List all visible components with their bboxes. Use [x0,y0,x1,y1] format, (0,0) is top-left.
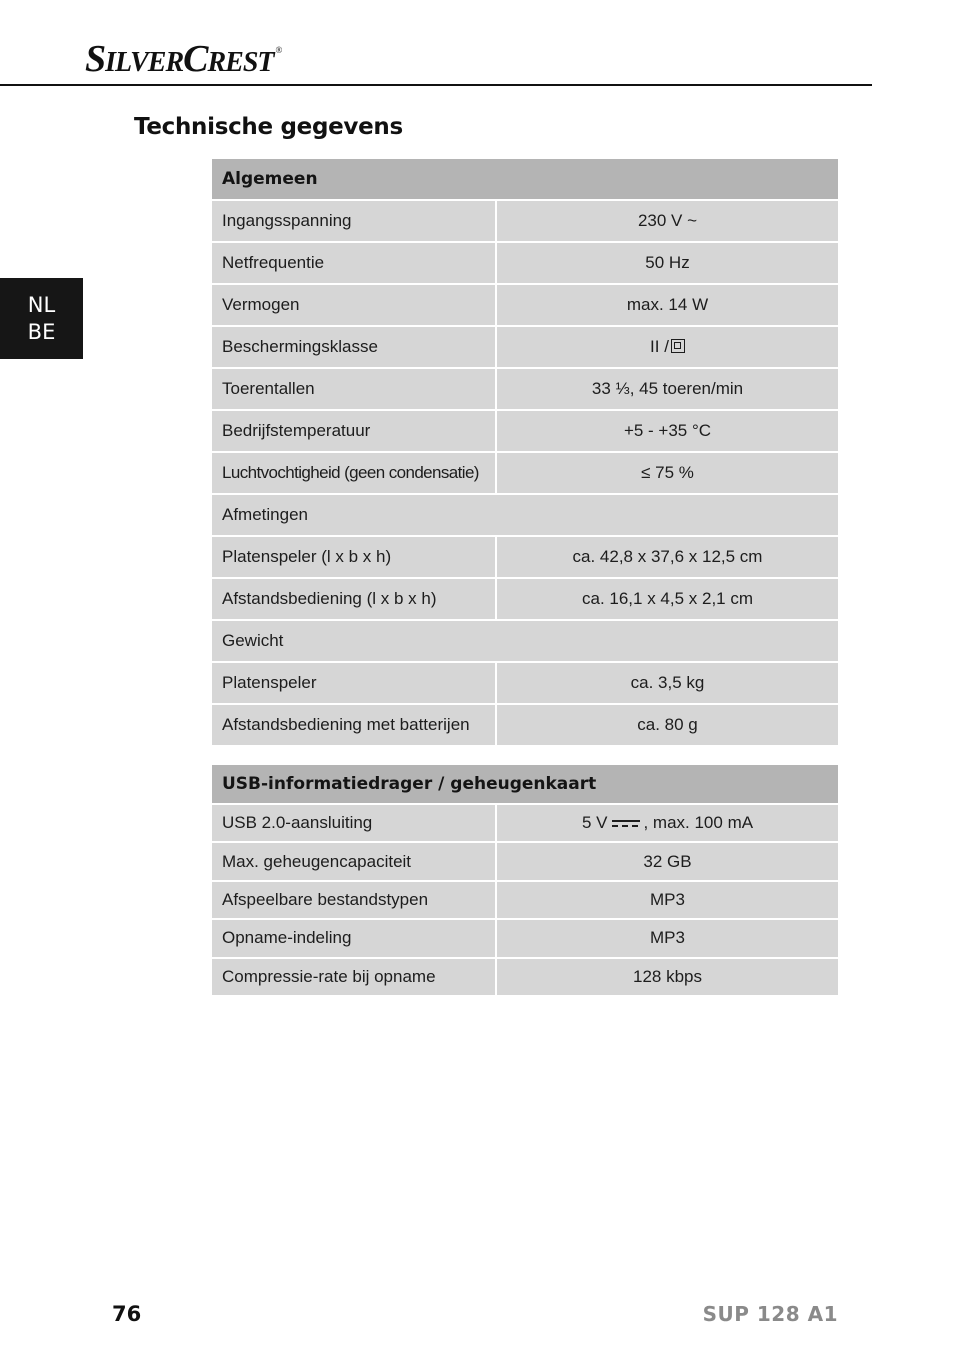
direct-current-icon [612,819,640,828]
table-row [212,805,838,843]
protection-class-text: II / [650,337,669,356]
spec-value: ca. 3,5 kg [495,663,838,705]
spec-label: Luchtvochtigheid (geen condensatie) [212,453,495,495]
table-row [212,882,838,920]
brand-letter: S [85,38,106,80]
registered-mark: ® [275,45,282,55]
table-header-row [212,159,838,201]
table-row [212,705,838,747]
table-row [212,327,838,369]
spec-value: ca. 16,1 x 4,5 x 2,1 cm [495,579,838,621]
spec-value: ca. 42,8 x 37,6 x 12,5 cm [495,537,838,579]
brand-letters: ILVER [105,47,184,78]
spec-value: 33 ⅓, 45 toeren/min [495,369,838,411]
spec-value: ca. 80 g [495,705,838,747]
table-row [212,285,838,327]
spec-label: Bedrijfstemperatuur [212,411,495,453]
page-number: 76 [112,1302,142,1326]
header-rule [0,84,872,86]
spec-value: 50 Hz [495,243,838,285]
table-row [212,537,838,579]
spec-value [495,327,838,369]
language-tab [0,278,83,359]
table-header: USB-informatiedrager / geheugenkaart [212,765,838,805]
brand-logo [85,40,281,78]
table-subheader-row [212,621,838,663]
brand-letter: C [183,38,208,80]
table-row [212,453,838,495]
spec-label: Platenspeler [212,663,495,705]
table-row [212,843,838,881]
spec-value: MP3 [495,920,838,958]
spec-value: +5 - +35 °C [495,411,838,453]
spec-value: 32 GB [495,843,838,881]
spec-label: Ingangsspanning [212,201,495,243]
table-row [212,201,838,243]
spec-label: Compressie-rate bij opname [212,959,495,997]
page-title: Technische gegevens [134,114,403,140]
spec-label: Platenspeler (l x b x h) [212,537,495,579]
table-row [212,369,838,411]
spec-value: 128 kbps [495,959,838,997]
spec-label: Netfrequentie [212,243,495,285]
model-number: SUP 128 A1 [702,1302,838,1326]
table-row [212,411,838,453]
table-header-row [212,765,838,805]
table-row [212,579,838,621]
usb-current: , max. 100 mA [643,813,754,833]
language-code-be: BE [27,320,56,344]
table-row [212,663,838,705]
usb-specs-table [212,765,838,997]
spec-label: Afstandsbediening (l x b x h) [212,579,495,621]
spec-label: Afspeelbare bestandstypen [212,882,495,920]
spec-label: Beschermingsklasse [212,327,495,369]
table-row [212,920,838,958]
spec-label: Vermogen [212,285,495,327]
general-specs-table [212,159,838,747]
spec-value: 230 V ~ [495,201,838,243]
section-label-weight: Gewicht [212,621,838,663]
usb-voltage: 5 V [581,813,608,833]
spec-label: USB 2.0-aansluiting [212,805,495,843]
table-subheader-row [212,495,838,537]
spec-label: Max. geheugencapaciteit [212,843,495,881]
spec-label: Toerentallen [212,369,495,411]
spec-value [495,805,838,843]
brand-letters: REST [207,47,274,78]
table-row [212,243,838,285]
language-code-nl: NL [27,293,56,317]
double-insulation-icon [671,339,685,353]
spec-value: MP3 [495,882,838,920]
table-row [212,959,838,997]
section-label-dimensions: Afmetingen [212,495,838,537]
spec-label: Opname-indeling [212,920,495,958]
spec-label: Afstandsbediening met batterijen [212,705,495,747]
spec-value: max. 14 W [495,285,838,327]
table-header: Algemeen [212,159,838,201]
spec-value: ≤ 75 % [495,453,838,495]
